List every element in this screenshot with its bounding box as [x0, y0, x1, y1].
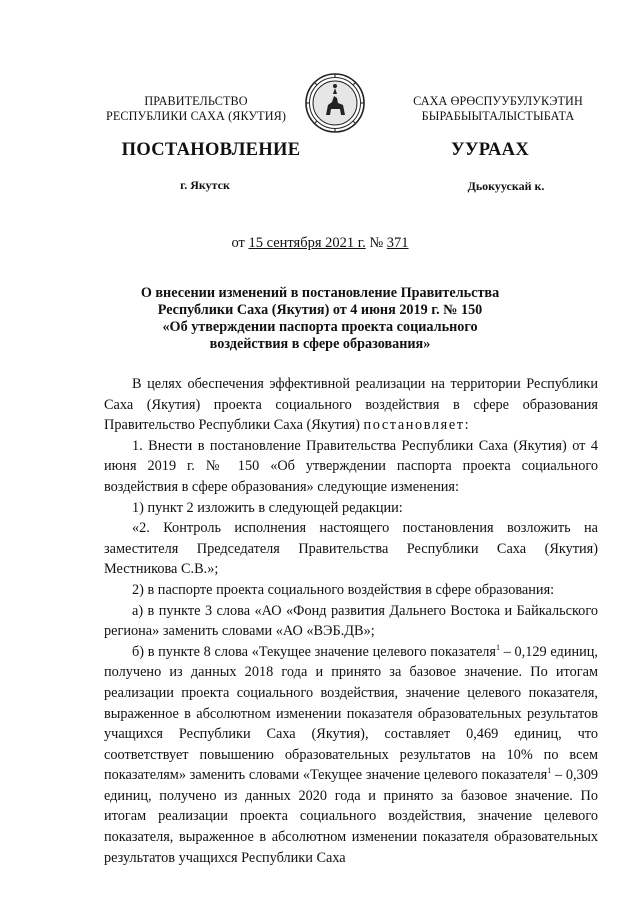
- decree-date-number: [200, 235, 440, 252]
- government-line1-sakha: САХА ӨРӨСПУУБУЛУКЭТИН: [413, 94, 583, 108]
- decree-number: 371: [386, 235, 409, 251]
- preamble-keyword: постановляет:: [363, 417, 471, 434]
- city-sakha: Дьокуускай к.: [467, 179, 545, 193]
- paragraph-subitem-2: 2) в паспорте проекта социального воздействия в сфере образования:: [132, 581, 555, 598]
- decree-prefix: от: [231, 235, 245, 251]
- subject-line1: О внесении изменений в постановление Правительства: [140, 285, 500, 301]
- preamble-text: В целях обеспечения эффективной реализации на территории Республики Саха (Якутия) проекта социального воздействия в сфере образования Правительство Республики Саха (Якутия): [104, 376, 598, 434]
- footnote-mark-2: 1: [547, 766, 552, 776]
- paragraph-preamble: [104, 374, 598, 436]
- government-line2-sakha: БЫРАБЫЫТАЛЫСТЫБАТА: [421, 109, 575, 123]
- subitem-b-part1: б) в пункте 8 слова «Текущее значение целевого показателя: [132, 643, 497, 660]
- decree-subject: [110, 285, 530, 353]
- coat-of-arms-emblem: [304, 72, 366, 134]
- paragraph-subitem-b: [104, 642, 598, 869]
- paragraph-quote-2: «2. Контроль исполнения настоящего постановления возложить на заместителя Председателя Правительства Республики Саха (Якутия) Местникова С.В.»;: [104, 520, 598, 578]
- city-ru: г. Якутск: [180, 178, 230, 192]
- footnote-mark-1: 1: [496, 642, 501, 652]
- document-type-ru: ПОСТАНОВЛЕНИЕ: [121, 140, 301, 160]
- decree-body: [104, 374, 598, 868]
- government-name-ru: [96, 94, 296, 124]
- document-type-sakha: УУРААХ: [451, 140, 529, 160]
- subject-line4: воздействия в сфере образования»: [209, 336, 431, 352]
- subject-line3: «Об утверждении паспорта проекта социального: [162, 319, 478, 335]
- subject-line2: Республики Саха (Якутия) от 4 июня 2019 г. № 150: [157, 302, 483, 318]
- government-line1-ru: ПРАВИТЕЛЬСТВО: [144, 94, 248, 108]
- paragraph-subitem-1: 1) пункт 2 изложить в следующей редакции:: [132, 499, 403, 516]
- government-name-sakha: [392, 94, 604, 124]
- government-line2-ru: РЕСПУБЛИКИ САХА (ЯКУТИЯ): [105, 109, 287, 123]
- subitem-b-part3: – 0,309 единиц, получено из данных 2020 года и принято за базовое значение. По итогам реализации проекта социального воздействия, значение целевого показателя, выраженное в абсолютном изменении показателя образовательных результатов учащихся Республики Саха: [104, 767, 598, 866]
- decree-date: 15 сентября 2021 г.: [248, 235, 366, 251]
- subitem-b-part2: – 0,129 единиц, получено из данных 2018 года и принято за базовое значение. По итогам реализации проекта социального воздействия, значение целевого показателя, выраженное в абсолютном изменении показателя образовательных результатов учащихся Республики Саха (Якутия), составляет 0,469 единиц, что соответствует повышению образовательных результатов на 10% по всем показателям» заменить словами «Текущее значение целевого показателя: [104, 643, 598, 784]
- paragraph-subitem-a: а) в пункте 3 слова «АО «Фонд развития Дальнего Востока и Байкальского региона» заменить словами «АО «ВЭБ.ДВ»;: [104, 602, 598, 640]
- paragraph-item-1: 1. Внести в постановление Правительства Республики Саха (Якутия) от 4 июня 2019 г. № 150 «Об утверждении паспорта проекта социального воздействия в сфере образования» следующие изменения:: [104, 437, 598, 495]
- decree-number-sign: №: [369, 235, 384, 251]
